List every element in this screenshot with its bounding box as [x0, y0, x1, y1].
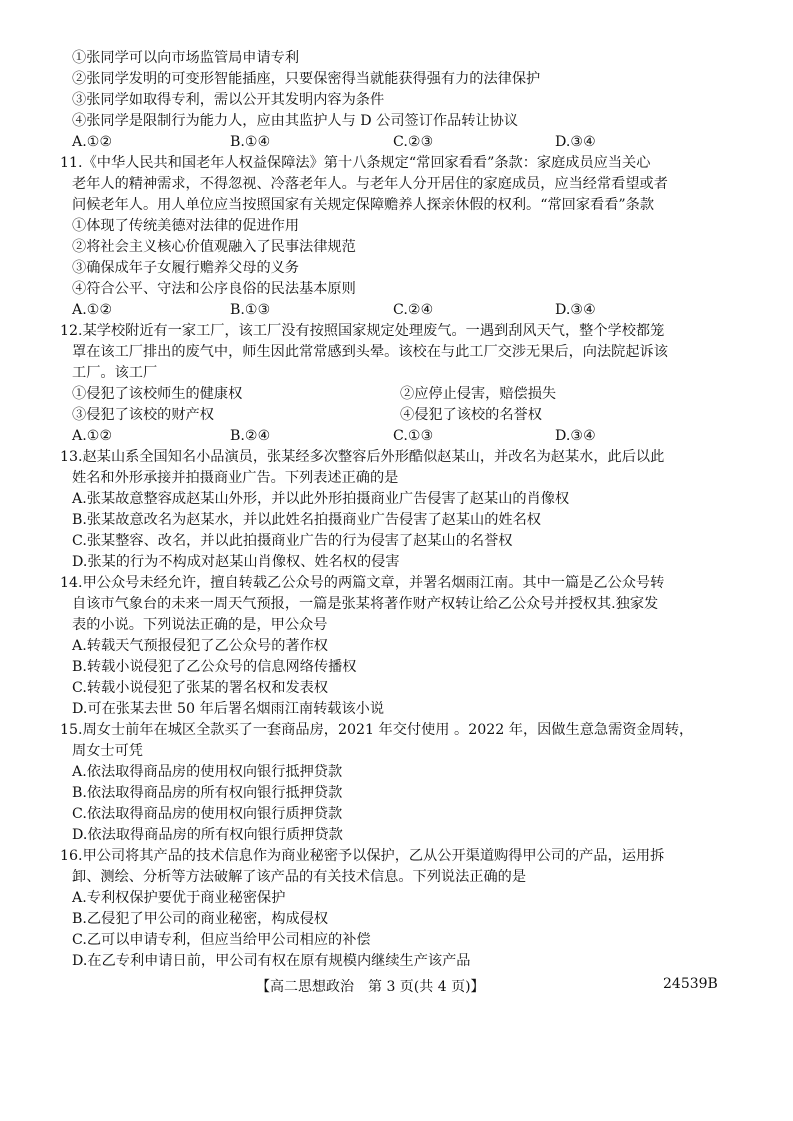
q12-item-2: ②应停止侵害，赔偿损失	[400, 386, 557, 402]
q13-option-b: B.张某故意改名为赵某水，并以此姓名拍摄商业广告侵害了赵某山的姓名权	[72, 512, 541, 528]
q14-option-b: B.转载小说侵犯了乙公众号的信息网络传播权	[72, 659, 357, 675]
q13-option-c: C.张某整容、改名，并以此拍摄商业广告的行为侵害了赵某山的名誉权	[72, 533, 513, 549]
q12-item-4: ④侵犯了该校的名誉权	[400, 407, 542, 423]
q13-stem-line-2: 姓名和外形承接并拍摄商业广告。下列表述正确的是	[72, 470, 399, 486]
q14-stem-line-1: 14.甲公众号未经允许，擅自转载乙公众号的两篇文章，并署名烟雨江南。其中一篇是乙公众号转	[60, 575, 665, 591]
q11-item-4: ④符合公平、守法和公序良俗的民法基本原则	[72, 281, 356, 297]
q16-stem-line-2: 卸、测绘、分析等方法破解了该产品的有关技术信息。下列说法正确的是	[72, 869, 527, 885]
q11-item-2: ②将社会主义核心价值观融入了民事法律规范	[72, 239, 356, 255]
q12-stem-line-1: 12.某学校附近有一家工厂，该工厂没有按照国家规定处理废气。一遇到刮风天气，整个学校都笼	[60, 323, 665, 339]
q12-option-b: B.②④	[230, 428, 271, 444]
q16-option-d: D.在乙专利申请日前，甲公司有权在原有规模内继续生产该产品	[72, 953, 471, 969]
q14-option-a: A.转载天气预报侵犯了乙公众号的著作权	[72, 638, 328, 654]
q12-stem-line-3: 工厂。该工厂	[72, 365, 158, 381]
q16-stem-line-1: 16.甲公司将其产品的技术信息作为商业秘密予以保护，乙从公开渠道购得甲公司的产品，运用拆	[60, 848, 665, 864]
q15-option-c: C.依法取得商品房的使用权向银行质押贷款	[72, 806, 343, 822]
q11-item-1: ①体现了传统美德对法律的促进作用	[72, 218, 300, 234]
q15-option-b: B.依法取得商品房的所有权向银行抵押贷款	[72, 785, 343, 801]
page-footer-title: 【高二思想政治 第 3 页(共 4 页)】	[256, 979, 485, 995]
q11-stem-line-1: 11.《中华人民共和国老年人权益保障法》第十八条规定“常回家看看”条款：家庭成员应当关心	[60, 155, 651, 171]
q13-option-a: A.张某故意整容成赵某山外形，并以此外形拍摄商业广告侵害了赵某山的肖像权	[72, 491, 570, 507]
q12-option-d: D.③④	[555, 428, 596, 444]
q16-option-a: A.专利权保护要优于商业秘密保护	[72, 890, 286, 906]
q12-item-1: ①侵犯了该校师生的健康权	[72, 386, 243, 402]
page-footer-code: 24539B	[663, 976, 718, 992]
q10-item-2: ②张同学发明的可变形智能插座，只要保密得当就能获得强有力的法律保护	[72, 71, 541, 87]
q15-stem-line-2: 周女士可凭	[72, 743, 143, 759]
q14-option-d: D.可在张某去世 50 年后署名烟雨江南转载该小说	[72, 701, 385, 717]
q12-item-3: ③侵犯了该校的财产权	[72, 407, 214, 423]
q11-option-a: A.①②	[72, 302, 113, 318]
q10-option-b: B.①④	[230, 134, 271, 150]
q11-option-c: C.②④	[393, 302, 434, 318]
q10-item-3: ③张同学如取得专利，需以公开其发明内容为条件	[72, 92, 385, 108]
q13-stem-line-1: 13.赵某山系全国知名小品演员，张某经多次整容后外形酷似赵某山，并改名为赵某水，此后以此	[60, 449, 665, 465]
q16-option-c: C.乙可以申请专利，但应当给甲公司相应的补偿	[72, 932, 371, 948]
q11-stem-line-2: 老年人的精神需求，不得忽视、冷落老年人。与老年人分开居住的家庭成员，应当经常看望或者	[72, 176, 668, 192]
q10-option-d: D.③④	[555, 134, 596, 150]
q10-item-1: ①张同学可以向市场监管局申请专利	[72, 50, 300, 66]
q10-option-a: A.①②	[72, 134, 113, 150]
q14-option-c: C.转载小说侵犯了张某的署名权和发表权	[72, 680, 329, 696]
q11-option-d: D.③④	[555, 302, 596, 318]
q10-option-c: C.②③	[393, 134, 434, 150]
q15-stem-line-1: 15.周女士前年在城区全款买了一套商品房，2021 年交付使用 。2022 年，因做生意急需资金周转，	[60, 722, 694, 738]
q15-option-a: A.依法取得商品房的使用权向银行抵押贷款	[72, 764, 343, 780]
q11-stem-line-3: 问候老年人。用人单位应当按照国家有关规定保障赡养人探亲休假的权利。“常回家看看”条款	[72, 197, 655, 213]
q12-stem-line-2: 罩在该工厂排出的废气中，师生因此常常感到头晕。该校在与此工厂交涉无果后，向法院起诉该	[72, 344, 668, 360]
q12-option-a: A.①②	[72, 428, 113, 444]
q12-option-c: C.①③	[393, 428, 434, 444]
q13-option-d: D.张某的行为不构成对赵某山肖像权、姓名权的侵害	[72, 554, 400, 570]
q14-stem-line-3: 表的小说。下列说法正确的是，甲公众号	[72, 617, 328, 633]
q11-item-3: ③确保成年子女履行赡养父母的义务	[72, 260, 300, 276]
q11-option-b: B.①③	[230, 302, 271, 318]
q15-option-d: D.依法取得商品房的所有权向银行质押贷款	[72, 827, 343, 843]
q16-option-b: B.乙侵犯了甲公司的商业秘密，构成侵权	[72, 911, 329, 927]
q10-item-4: ④张同学是限制行为能力人，应由其监护人与 D 公司签订作品转让协议	[72, 113, 519, 129]
q14-stem-line-2: 自该市气象台的未来一周天气预报，一篇是张某将著作财产权转让给乙公众号并授权其.独家发	[72, 596, 659, 612]
